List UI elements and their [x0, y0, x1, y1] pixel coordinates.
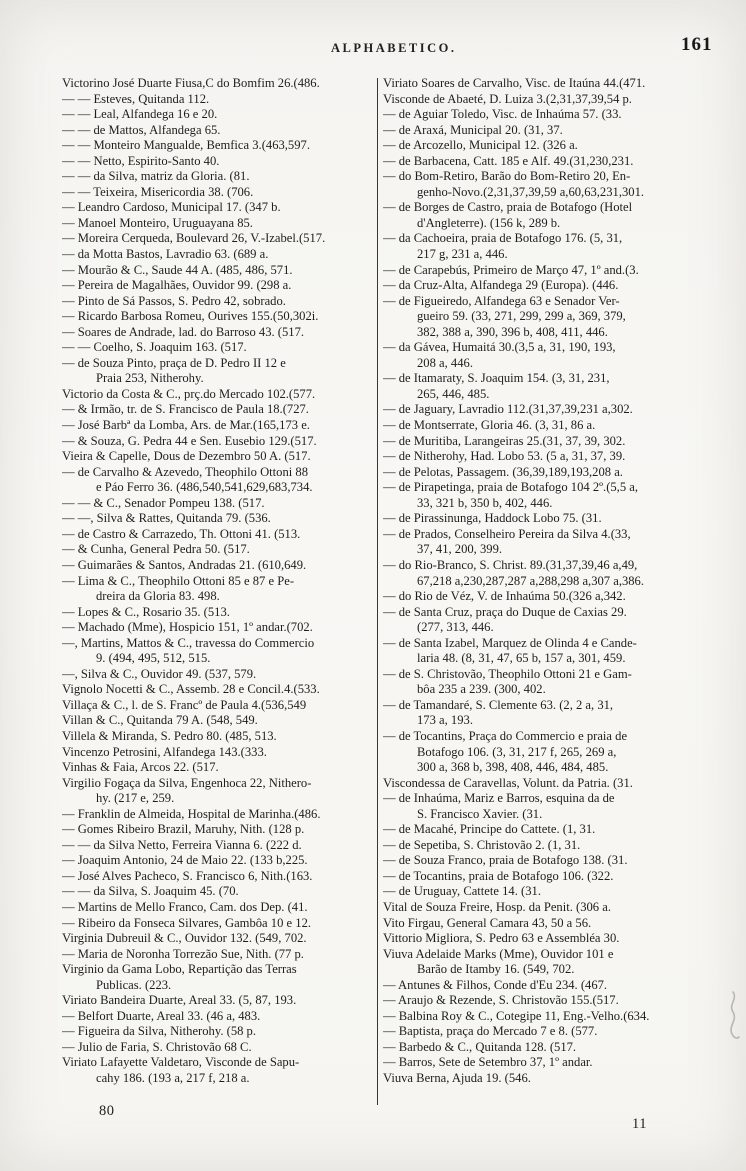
handwritten-pencil-mark-icon	[723, 990, 743, 1042]
directory-entry-line: 173 a, 193.	[417, 713, 473, 728]
directory-column-left	[62, 76, 375, 1087]
running-title: ALPHABETICO.	[331, 41, 457, 55]
directory-entry-line: — de Sepetiba, S. Christovão 2. (1, 31.	[383, 837, 581, 852]
directory-entry-line: 382, 388 a, 390, 396 b, 408, 411, 446.	[417, 324, 608, 339]
directory-entry-line: Vinhas & Faia, Arcos 22. (517.	[62, 760, 219, 775]
directory-entry-line: Barão de Itamby 16. (549, 702.	[417, 962, 575, 977]
directory-entry-line: — do Bom-Retiro, Barão do Bom-Retiro 20, En-	[383, 169, 631, 184]
directory-entry-line: Viuva Adelaide Marks (Mme), Ouvidor 101 e	[383, 946, 614, 961]
directory-entry-line: — Joaquim Antonio, 24 de Maio 22. (133 b,225.	[62, 853, 308, 868]
directory-entry-line: — — & C., Senador Pompeu 138. (517.	[62, 495, 265, 510]
directory-entry-line: — de Araxá, Municipal 20. (31, 37.	[383, 122, 563, 137]
directory-entry-line: — Gomes Ribeiro Brazil, Maruhy, Nith. (128 p.	[62, 822, 305, 837]
directory-entry-line: — de Nitherohy, Had. Lobo 53. (5 a, 31, 37, 39.	[383, 449, 626, 464]
directory-entry-line: — da Cachoeira, praia de Botafogo 176. (5, 31,	[383, 231, 623, 246]
directory-entry-line: — — Teixeira, Misericordia 38. (706.	[62, 184, 254, 199]
signature-number: 80	[99, 1103, 115, 1119]
directory-entry-line: — de Borges de Castro, praia de Botafogo (Hotel	[383, 200, 633, 215]
directory-entry-line: — Barbedo & C., Quitanda 128. (517.	[383, 1039, 577, 1054]
directory-entry-line: — de Tocantins, Praça do Commercio e praia de	[383, 728, 628, 743]
directory-entry-line: — Moreira Cerqueda, Boulevard 26, V.-Izabel.(517.	[62, 231, 326, 246]
directory-entry-line: (277, 313, 446.	[417, 620, 494, 635]
directory-entry-line: Vignolo Nocetti & C., Assemb. 28 e Concil.4.(533.	[62, 682, 320, 697]
directory-entry-line: gueiro 59. (33, 271, 299, 299 a, 369, 379,	[417, 309, 626, 324]
directory-entry-line: — & Cunha, General Pedra 50. (517.	[62, 542, 250, 557]
directory-entry-line: Visconde de Abaeté, D. Luiza 3.(2,31,37,39,54 p.	[383, 91, 632, 106]
directory-entry-line: — Mourão & C., Saude 44 A. (485, 486, 571.	[62, 262, 293, 277]
directory-entry-line: — de Jaguary, Lavradio 112.(31,37,39,231 a,302.	[383, 402, 633, 417]
directory-entry-line: — de S. Christovão, Theophilo Ottoni 21 e Gam-	[383, 666, 632, 681]
directory-entry-line: 33, 321 b, 350 b, 402, 446.	[417, 495, 553, 510]
directory-entry-line: — Franklin de Almeida, Hospital de Marinha.(486.	[62, 806, 321, 821]
directory-entry-line: — de Prados, Conselheiro Pereira da Silva 4.(33,	[383, 526, 631, 541]
directory-entry-line: Botafogo 106. (3, 31, 217 f, 265, 269 a,	[417, 744, 617, 759]
directory-entry-line: — — Netto, Espirito-Santo 40.	[62, 153, 220, 168]
directory-entry-line: — Maria de Noronha Torrezão Sue, Nith. (77 p.	[62, 946, 304, 961]
directory-entry-line: — Ricardo Barbosa Romeu, Ourives 155.(50,302i.	[62, 309, 319, 324]
directory-entry-line: — Soares de Andrade, lad. do Barroso 43. (517.	[62, 324, 305, 339]
directory-entry-line: — — Monteiro Mangualde, Bemfica 3.(463,597.	[62, 138, 310, 153]
directory-entry-line: — Barros, Sete de Setembro 37, 1º andar.	[383, 1055, 593, 1070]
directory-entry-line: — de Barbacena, Catt. 185 e Alf. 49.(31,230,231.	[383, 153, 634, 168]
directory-entry-line: — — da Silva, matriz da Gloria. (81.	[62, 169, 250, 184]
directory-entry-line: Vieira & Capelle, Dous de Dezembro 50 A. (517.	[62, 449, 311, 464]
directory-entry-line: — de Aguiar Toledo, Visc. de Inhaúma 57. (33.	[383, 107, 622, 122]
directory-entry-line: — Ribeiro da Fonseca Silvares, Gambôa 10 e 12.	[62, 915, 312, 930]
directory-entry-line: — Martins de Mello Franco, Cam. dos Dep. (41.	[62, 899, 308, 914]
directory-entry-line: — & Souza, G. Pedra 44 e Sen. Eusebio 129.(517.	[62, 433, 317, 448]
directory-entry-line: — de Carapebús, Primeiro de Março 47, 1º and.(3.	[383, 262, 639, 277]
directory-entry-line: Villan & C., Quitanda 79 A. (548, 549.	[62, 713, 258, 728]
directory-entry-line: — de Itamaraty, S. Joaquim 154. (3, 31, 231,	[383, 371, 610, 386]
directory-entry-line: — da Gávea, Humaitá 30.(3,5 a, 31, 190, 193,	[383, 340, 616, 355]
directory-entry-line: — de Santa Cruz, praça do Duque de Caxias 29.	[383, 604, 627, 619]
directory-entry-line: —, Martins, Mattos & C., travessa do Commercio	[62, 635, 315, 650]
directory-entry-line: Praia 253, Nitherohy.	[96, 371, 204, 386]
directory-entry-line: — Machado (Mme), Hospicio 151, 1º andar.(702.	[62, 620, 313, 635]
directory-entry-line: e Páo Ferro 36. (486,540,541,629,683,734.	[96, 480, 313, 495]
directory-entry-line: — Figueira da Silva, Nitherohy. (58 p.	[62, 1024, 257, 1039]
directory-entry-line: bôa 235 a 239. (300, 402.	[417, 682, 546, 697]
directory-entry-line: Vital de Souza Freire, Hosp. da Penit. (306 a.	[383, 899, 611, 914]
directory-entry-line: Publicas. (223.	[96, 977, 172, 992]
directory-entry-line: Viriato Lafayette Valdetaro, Visconde de Sapu-	[62, 1055, 300, 1070]
directory-entry-line: 208 a, 446.	[417, 355, 473, 370]
directory-entry-line: 67,218 a,230,287,287 a,288,298 a,307 a,386.	[417, 573, 645, 588]
directory-entry-line: Vittorio Migliora, S. Pedro 63 e Assembléa 30.	[383, 931, 620, 946]
directory-entry-line: genho-Novo.(2,31,37,39,59 a,60,63,231,301.	[417, 184, 645, 199]
directory-entry-line: — — Coelho, S. Joaquim 163. (517.	[62, 340, 247, 355]
directory-entry-line: — & Irmão, tr. de S. Francisco de Paula 18.(727.	[62, 402, 309, 417]
directory-entry-line: Victorio da Costa & C., prç.do Mercado 102.(577.	[62, 386, 316, 401]
directory-entry-line: Virgilio Fogaça da Silva, Engenhoca 22, Nithero-	[62, 775, 312, 790]
directory-entry-line: Victorino José Duarte Fiusa,C do Bomfim 26.(486.	[62, 76, 320, 90]
directory-entry-line: — de Pirapetinga, praia de Botafogo 104 2º.(5,5 a,	[383, 480, 639, 495]
directory-entry-line: — do Rio de Véz, V. de Inhaúma 50.(326 a,342.	[383, 589, 626, 604]
directory-entry-line: — Antunes & Filhos, Conde d'Eu 234. (467.	[383, 977, 608, 992]
directory-entry-line: — de Inhaúma, Mariz e Barros, esquina da de	[383, 791, 615, 806]
page-number: 161	[681, 34, 713, 55]
directory-entry-line: — de Tocantins, praia de Botafogo 106. (322.	[383, 868, 614, 883]
directory-entry-line: — de Arcozello, Municipal 12. (326 a.	[383, 138, 578, 153]
directory-entry-line: Virginia Dubreuil & C., Ouvidor 132. (549, 702.	[62, 931, 307, 946]
directory-entry-line: — —, Silva & Rattes, Quitanda 79. (536.	[62, 511, 271, 526]
directory-entry-line: 37, 41, 200, 399.	[417, 542, 503, 557]
directory-entry-line: — do Rio-Branco, S. Christ. 89.(31,37,39,46 a,49,	[383, 557, 638, 572]
directory-entry-line: — Manoel Monteiro, Uruguayana 85.	[62, 215, 253, 230]
directory-entry-line: Vincenzo Petrosini, Alfandega 143.(333.	[62, 744, 267, 759]
directory-entry-line: — de Macahé, Principe do Cattete. (1, 31.	[383, 822, 596, 837]
directory-entry-line: — — da Silva, S. Joaquim 45. (70.	[62, 884, 239, 899]
directory-entry-line: —, Silva & C., Ouvidor 49. (537, 579.	[62, 666, 257, 681]
directory-entry-line: hy. (217 e, 259.	[96, 791, 175, 806]
directory-entry-line: — de Souza Franco, praia de Botafogo 138. (31.	[383, 853, 628, 868]
directory-entry-line: — de Tamandaré, S. Clemente 63. (2, 2 a, 31,	[383, 697, 614, 712]
directory-entry-line: — de Santa Izabel, Marquez de Olinda 4 e Cande-	[383, 635, 637, 650]
column-divider-rule	[377, 78, 378, 1105]
directory-entry-line: — Pereira de Magalhães, Ouvidor 99. (298 a.	[62, 278, 292, 293]
directory-entry-line: — da Motta Bastos, Lavradio 63. (689 a.	[62, 247, 269, 262]
directory-entry-line: Viscondessa de Caravellas, Volunt. da Patria. (31.	[383, 775, 633, 790]
directory-entry-line: — da Cruz-Alta, Alfandega 29 (Europa). (446.	[383, 278, 619, 293]
directory-entry-line: 217 g, 231 a, 446.	[417, 247, 508, 262]
directory-entry-line: — de Muritiba, Larangeiras 25.(31, 37, 39, 302.	[383, 433, 626, 448]
directory-entry-line: — de Figueiredo, Alfandega 63 e Senador Ver-	[383, 293, 620, 308]
directory-entry-line: — Belfort Duarte, Areal 33. (46 a, 483.	[62, 1008, 261, 1023]
directory-entry-line: — de Castro & Carrazedo, Th. Ottoni 41. (513.	[62, 526, 301, 541]
directory-entry-line: — Araujo & Rezende, S. Christovão 155.(517.	[383, 993, 619, 1008]
directory-entry-line: d'Angleterre). (156 k, 289 b.	[417, 215, 561, 230]
directory-entry-line: Villaça & C., l. de S. Francº de Paula 4.(536,549	[62, 697, 307, 712]
directory-entry-line: — José Alves Pacheco, S. Francisco 6, Nith.(163.	[62, 868, 313, 883]
directory-entry-line: dreira da Gloria 83. 498.	[96, 589, 220, 604]
directory-entry-line: Vito Firgau, General Camara 43, 50 a 56.	[383, 915, 592, 930]
directory-entry-line: cahy 186. (193 a, 217 f, 218 a.	[96, 1071, 250, 1085]
directory-entry-line: — Baptista, praça do Mercado 7 e 8. (577.	[383, 1024, 598, 1039]
directory-entry-line: — — Leal, Alfandega 16 e 20.	[62, 107, 218, 122]
directory-entry-line: laria 48. (8, 31, 47, 65 b, 157 a, 301, 459.	[417, 651, 626, 666]
directory-entry-line: Viuva Berna, Ajuda 19. (546.	[383, 1071, 531, 1085]
directory-entry-line: Virginio da Gama Lobo, Repartição das Terras	[62, 962, 297, 977]
directory-column-right	[383, 76, 714, 1087]
directory-entry-line: — Leandro Cardoso, Municipal 17. (347 b.	[62, 200, 281, 215]
directory-entry-line: Viriato Bandeira Duarte, Areal 33. (5, 87, 193.	[62, 993, 297, 1008]
directory-entry-line: — — da Silva Netto, Ferreira Vianna 6. (222 d.	[62, 837, 302, 852]
directory-entry-line: S. Francisco Xavier. (31.	[417, 806, 543, 821]
directory-entry-line: Viriato Soares de Carvalho, Visc. de Itaúna 44.(471.	[383, 76, 646, 90]
directory-entry-line: 300 a, 368 b, 398, 408, 446, 484, 485.	[417, 760, 609, 775]
directory-entry-line: — de Montserrate, Gloria 46. (3, 31, 86 a.	[383, 418, 596, 433]
directory-entry-line: — de Uruguay, Cattete 14. (31.	[383, 884, 541, 899]
directory-entry-line: — Pinto de Sá Passos, S. Pedro 42, sobrado.	[62, 293, 286, 308]
directory-entry-line: — de Souza Pinto, praça de D. Pedro II 12 e	[62, 355, 286, 370]
directory-entry-line: 265, 446, 485.	[417, 386, 490, 401]
directory-entry-line: — Lopes & C., Rosario 35. (513.	[62, 604, 230, 619]
directory-entry-line: — — de Mattos, Alfandega 65.	[62, 122, 221, 137]
directory-entry-line: — de Pirassinunga, Haddock Lobo 75. (31.	[383, 511, 602, 526]
directory-entry-line: — José Barbª da Lomba, Ars. de Mar.(165,173 e.	[62, 418, 310, 433]
directory-entry-line: — Balbina Roy & C., Cotegipe 11, Eng.-Velho.(634.	[383, 1008, 650, 1023]
gathering-number: 11	[632, 1116, 647, 1132]
directory-entry-line: — Guimarães & Santos, Andradas 21. (610,649.	[62, 557, 307, 572]
directory-entry-line: 9. (494, 495, 512, 515.	[96, 651, 211, 666]
directory-entry-line: — Lima & C., Theophilo Ottoni 85 e 87 e Pe-	[62, 573, 295, 588]
directory-entry-line: Villela & Miranda, S. Pedro 80. (485, 513.	[62, 728, 277, 743]
directory-entry-line: — de Pelotas, Passagem. (36,39,189,193,208 a.	[383, 464, 623, 479]
directory-entry-line: — de Carvalho & Azevedo, Theophilo Ottoni 88	[62, 464, 309, 479]
directory-entry-line: — — Esteves, Quitanda 112.	[62, 91, 210, 106]
directory-entry-line: — Julio de Faria, S. Christovão 68 C.	[62, 1039, 252, 1054]
